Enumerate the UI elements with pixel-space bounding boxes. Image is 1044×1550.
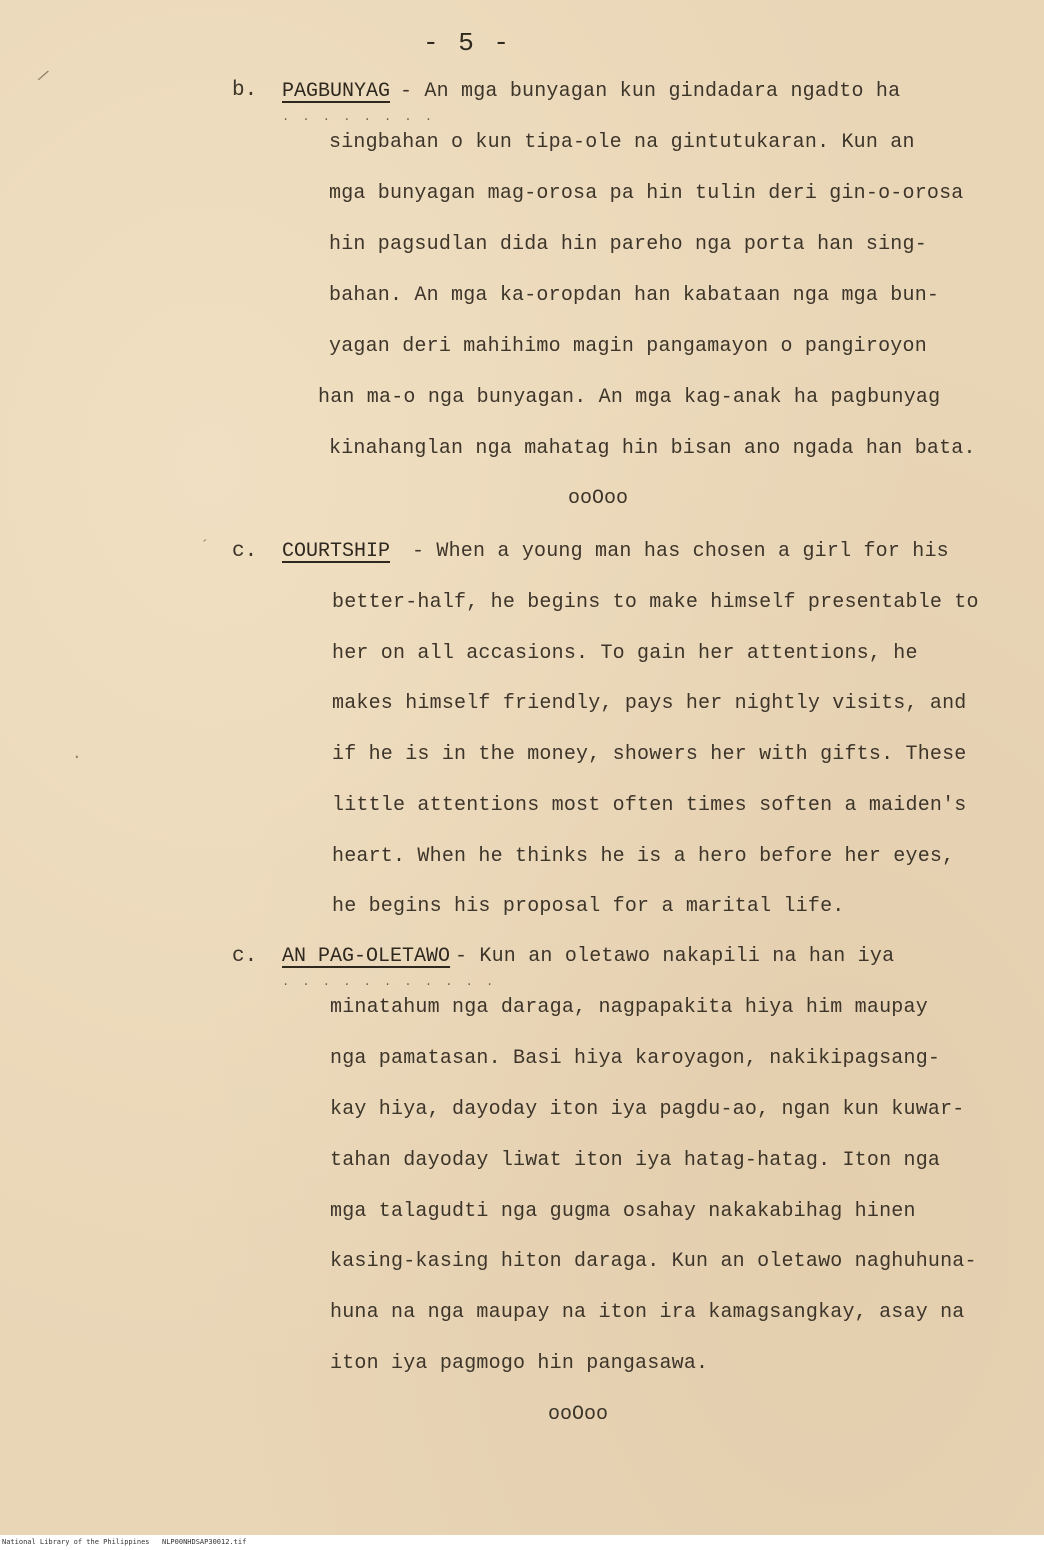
text-line: makes himself friendly, pays her nightly visits, and bbox=[332, 692, 967, 715]
text-line: mga talagudti nga gugma osahay nakakabihag hinen bbox=[330, 1200, 916, 1223]
margin-mark: / bbox=[35, 66, 51, 88]
page-number: - 5 - bbox=[423, 28, 512, 58]
section-divider: ooOoo bbox=[568, 487, 629, 510]
text-line: kay hiya, dayoday iton iya pagdu-ao, ngan kun kuwar- bbox=[330, 1098, 965, 1121]
section-divider: ooOoo bbox=[548, 1403, 609, 1426]
margin-mark: · bbox=[72, 748, 82, 766]
text-line: iton iya pagmogo hin pangasawa. bbox=[330, 1352, 709, 1375]
section-heading-courtship: COURTSHIP bbox=[282, 540, 391, 563]
section-marker: b. bbox=[232, 79, 258, 102]
text-line: - An mga bunyagan kun gindadara ngadto ha bbox=[400, 80, 901, 103]
text-line: singbahan o kun tipa-ole na gintutukaran. Kun an bbox=[329, 131, 915, 154]
text-line: nga pamatasan. Basi hiya karoyagon, nakikipagsang- bbox=[330, 1047, 941, 1070]
section-marker: c. bbox=[232, 540, 258, 563]
dotted-underline: . . . . . . . . bbox=[282, 110, 436, 124]
dotted-underline: . . . . . . . . . . . bbox=[282, 975, 497, 989]
text-line: kinahanglan nga mahatag hin bisan ano ngada han bata. bbox=[329, 437, 976, 460]
text-line: better-half, he begins to make himself presentable to bbox=[332, 591, 979, 614]
text-line: han ma-o nga bunyagan. An mga kag-anak ha pagbunyag bbox=[318, 386, 941, 409]
text-line: little attentions most often times soften a maiden's bbox=[332, 794, 967, 817]
text-line: minatahum nga daraga, nagpapakita hiya him maupay bbox=[330, 996, 928, 1019]
margin-mark: ´ bbox=[200, 538, 210, 556]
text-line: if he is in the money, showers her with gifts. These bbox=[332, 743, 967, 766]
text-line: her on all accasions. To gain her attentions, he bbox=[332, 642, 918, 665]
text-line: bahan. An mga ka-oropdan han kabataan nga mga bun- bbox=[329, 284, 940, 307]
text-line: heart. When he thinks he is a hero before her eyes, bbox=[332, 845, 955, 868]
footer-filename: NLP00NHDSAP30012.tif bbox=[162, 1538, 247, 1546]
text-line: hin pagsudlan dida hin pareho nga porta han sing- bbox=[329, 233, 927, 256]
text-line: yagan deri mahihimo magin pangamayon o pangiroyon bbox=[329, 335, 927, 358]
footer-library: National Library of the Philippines bbox=[2, 1538, 150, 1546]
section-heading-an-pag-oletawo: AN PAG-OLETAWO bbox=[282, 945, 451, 968]
text-line: - Kun an oletawo nakapili na han iya bbox=[455, 945, 895, 968]
text-line: mga bunyagan mag-orosa pa hin tulin deri gin-o-orosa bbox=[329, 182, 964, 205]
text-line: he begins his proposal for a marital life. bbox=[332, 895, 845, 918]
text-line: kasing-kasing hiton daraga. Kun an oletawo naghuhuna- bbox=[330, 1250, 977, 1273]
section-marker: c. bbox=[232, 945, 258, 968]
section-heading-pagbunyag: PAGBUNYAG bbox=[282, 80, 391, 103]
text-line: huna na nga maupay na iton ira kamagsangkay, asay na bbox=[330, 1301, 965, 1324]
text-line: - When a young man has chosen a girl for his bbox=[412, 540, 949, 563]
footer bbox=[0, 1535, 1044, 1550]
text-line: tahan dayoday liwat iton iya hatag-hatag. Iton nga bbox=[330, 1149, 941, 1172]
